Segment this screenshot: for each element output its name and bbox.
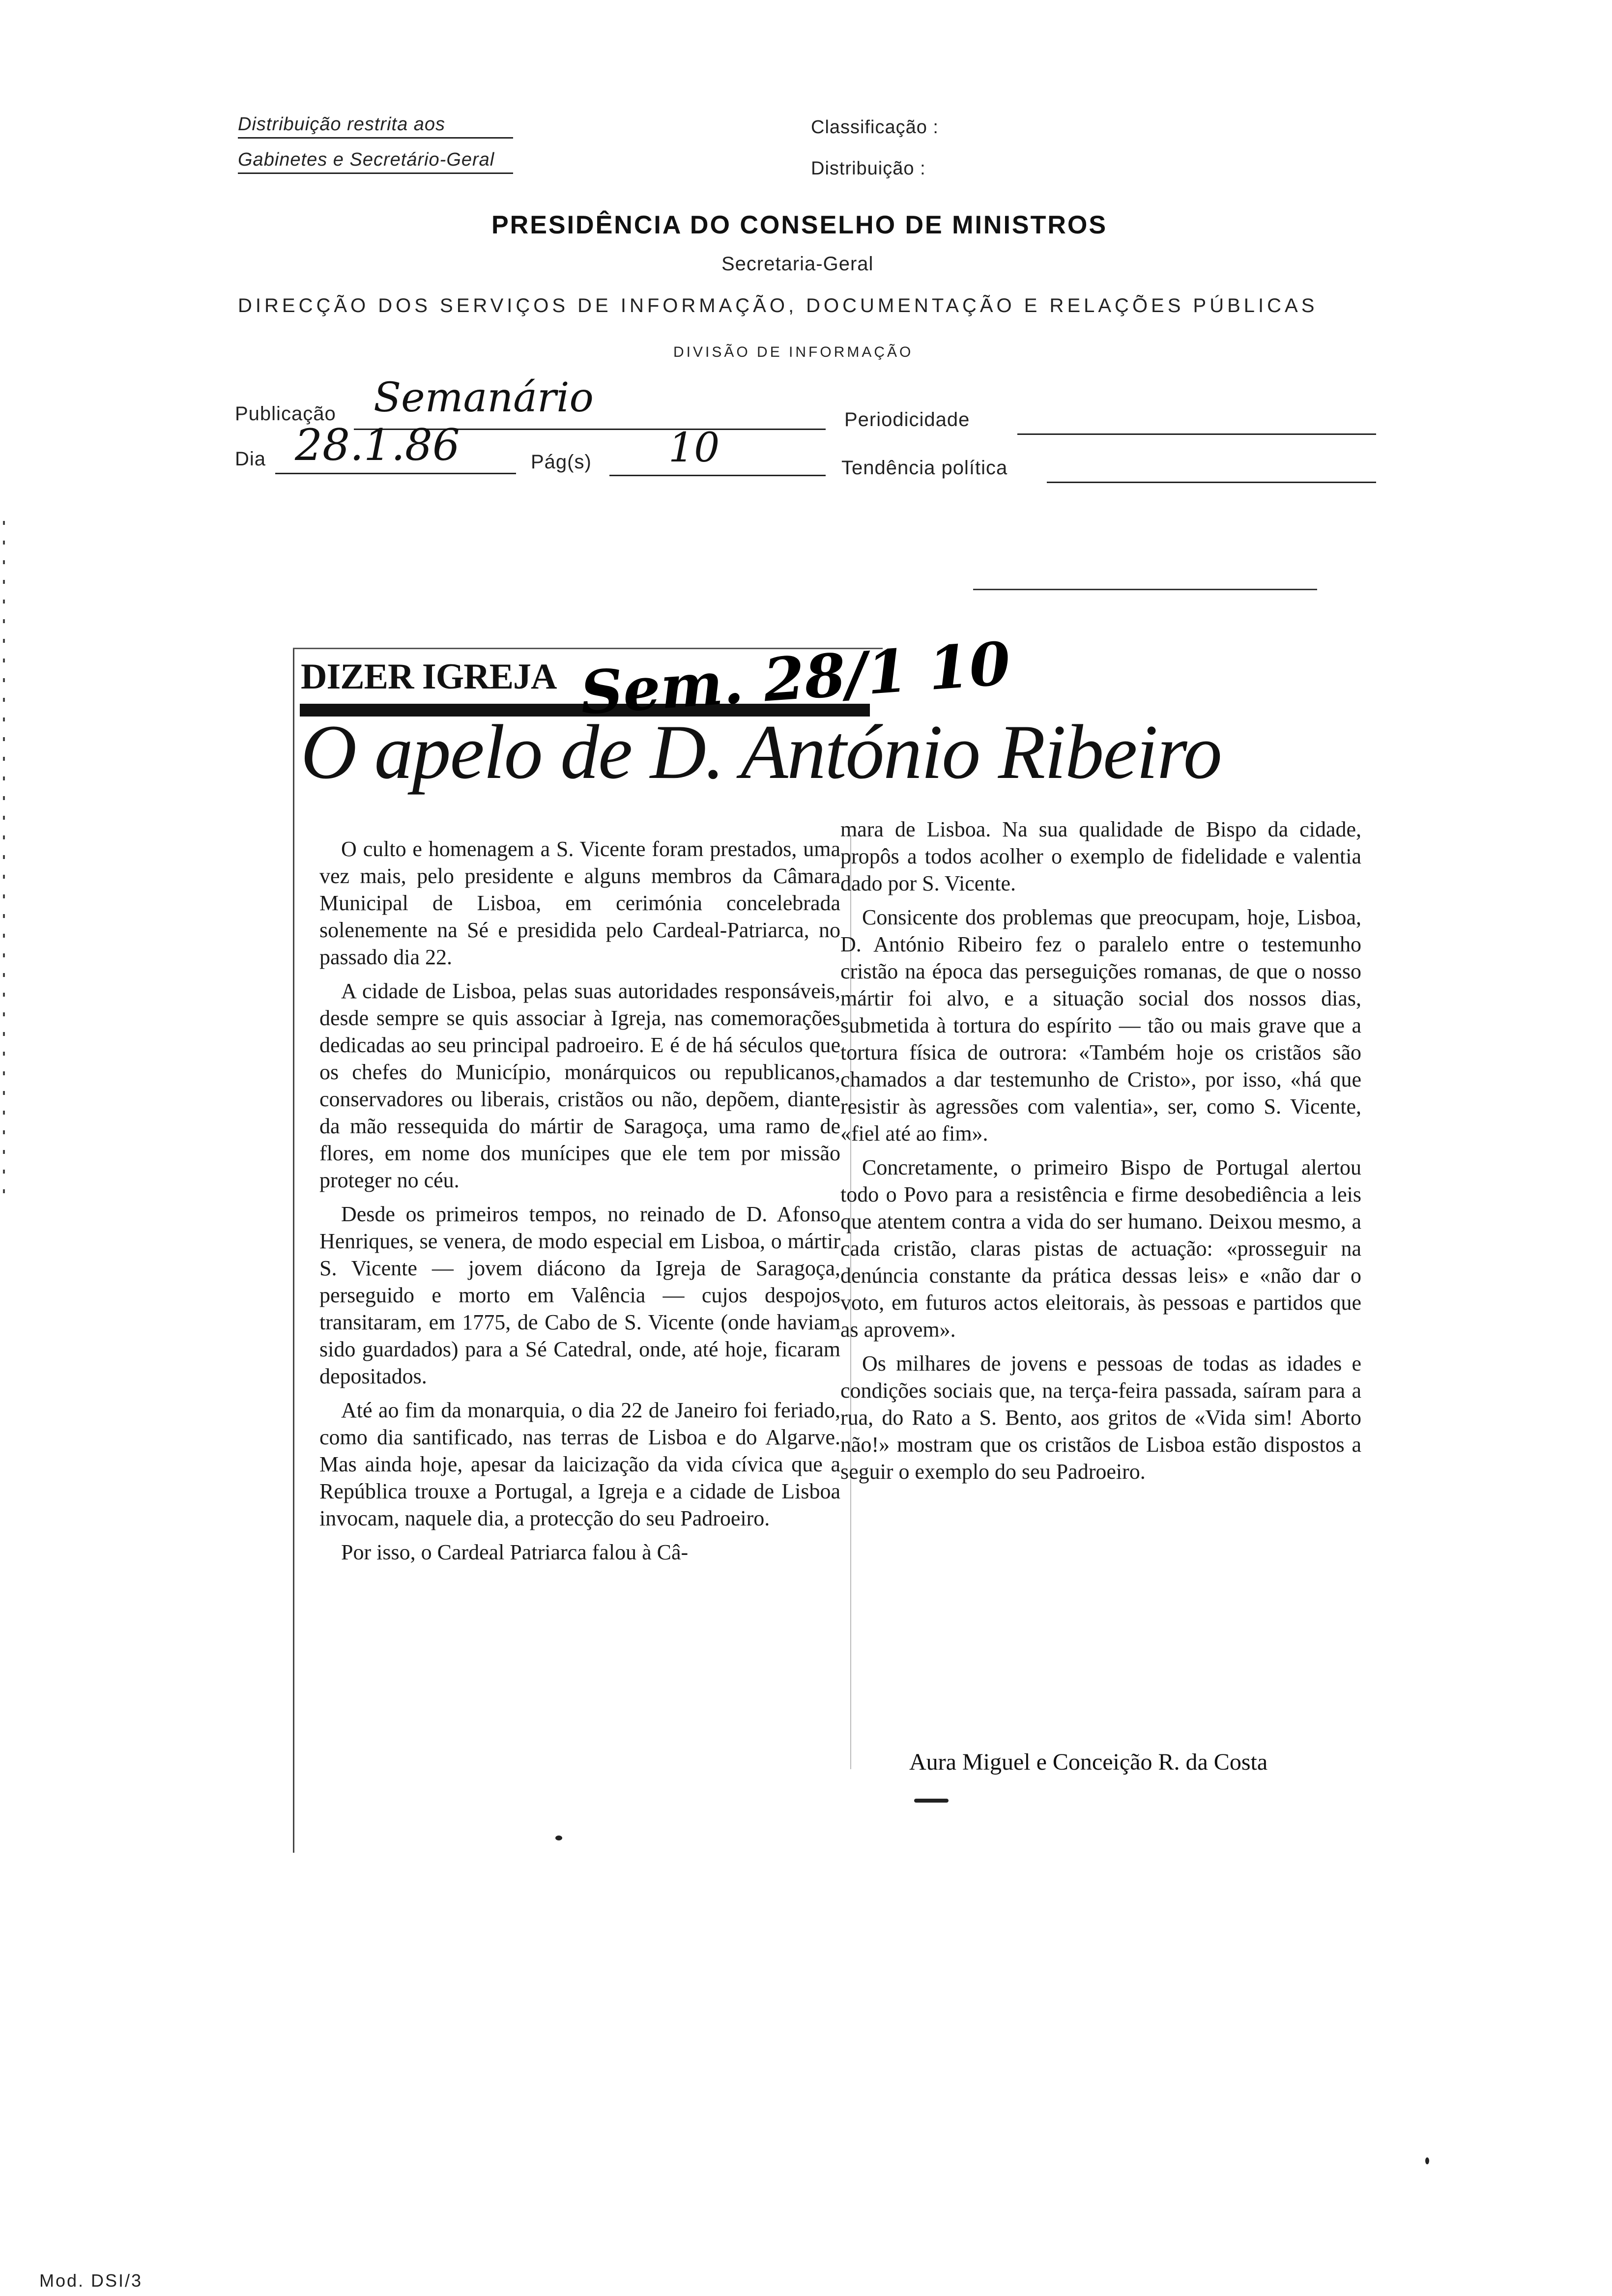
periodicity-label: Periodicidade	[844, 409, 970, 430]
article-column-1	[319, 835, 840, 1573]
clipping-left-edge	[293, 649, 294, 1853]
direction-line: DIRECÇÃO DOS SERVIÇOS DE INFORMAÇÃO, DOCUMENTAÇÃO E RELAÇÕES PÚBLICAS	[238, 295, 1318, 316]
paragraph: Desde os primeiros tempos, no reinado de D. Afonso Henriques, se venera, de modo especial em Lisboa, o mártir S. Vicente — jovem diácono da Igreja de Saragoça, perseguido e morto em Valência — cujos despojos transitaram, em 1775, de Cabo de S. Vicente (onde haviam sido guardados) para a Sé Catedral, onde, até hoje, ficaram depositados.	[319, 1202, 840, 1388]
distribution-line-2: Gabinetes e Secretário-Geral	[238, 149, 513, 174]
left-margin-mark	[3, 521, 5, 1209]
day-field	[275, 420, 516, 474]
form-code: Mod. DSI/3	[39, 2270, 143, 2291]
distribution-label: Distribuição :	[811, 158, 926, 179]
scan-speck	[555, 1836, 562, 1840]
handwritten-reference: Sem. 28/1 10	[578, 629, 1013, 728]
paragraph: Concretamente, o primeiro Bispo de Portugal alertou todo o Povo para a resistência e firme desobediência a leis que atentem contra a vida do ser humano. Deixou mesmo, a cada cristão, claras pistas de actuação: «prosseguir na denúncia constante da prática dessas leis» e «não dar o voto, em futuros actos eleitorais, às pessoas e partidos que as aprovem».	[840, 1155, 1361, 1342]
political-tendency-label: Tendência política	[841, 457, 1008, 479]
article-byline: Aura Miguel e Conceição R. da Costa	[909, 1749, 1268, 1775]
scan-speck	[1425, 2157, 1429, 2164]
publication-handwritten-value: Semanário	[374, 374, 594, 421]
pages-label: Pág(s)	[531, 451, 592, 473]
clipping-top-edge	[973, 589, 1317, 590]
distribution-restriction	[238, 114, 513, 174]
political-tendency-field	[1047, 456, 1376, 483]
section-heading	[301, 656, 557, 698]
page-title: PRESIDÊNCIA DO CONSELHO DE MINISTROS	[491, 211, 1108, 239]
publication-label: Publicação	[235, 403, 336, 425]
periodicity-field	[1017, 408, 1376, 435]
day-handwritten-value: 28.1.86	[295, 420, 460, 470]
paragraph: A cidade de Lisboa, pelas suas autoridades responsáveis, desde sempre se quis associar à Igreja, nas comemorações dedicadas ao seu principal padroeiro. E é de há séculos que os chefes do Município, monárquicos ou republicanos, conservadores ou liberais, cristãos ou não, depõem, diante da mão ressequida do mártir de Saragoça, uma ramo de flores, em nome dos munícipes que ele tem por missão proteger no céu.	[319, 979, 840, 1192]
pages-handwritten-value: 10	[668, 425, 720, 471]
day-label: Dia	[235, 448, 266, 470]
article-headline: O apelo de D. António Ribeiro	[301, 709, 1221, 795]
paragraph: Por isso, o Cardeal Patriarca falou à Câ-	[341, 1540, 689, 1564]
article-column-2	[840, 816, 1361, 1492]
classification-label: Classificação :	[811, 117, 939, 138]
page-subtitle: Secretaria-Geral	[721, 253, 874, 275]
division-line: DIVISÃO DE INFORMAÇÃO	[673, 344, 914, 360]
paragraph: O culto e homenagem a S. Vicente foram prestados, uma vez mais, pelo presidente e alguns membros da Câmara Municipal de Lisboa, em cerimónia concelebrada solenemente na Sé e presidida pelo Cardeal-Patriarca, no passado dia 22.	[319, 837, 840, 969]
paragraph: Os milhares de jovens e pessoas de todas as idades e condições sociais que, na terça-feira passada, saíram para a rua, do Rato a S. Bento, aos gritos de «Vida sim! Aborto não!» mostram que os cristãos de Lisboa estão dispostos a seguir o exemplo do seu Padroeiro.	[840, 1351, 1361, 1484]
paragraph: Consicente dos problemas que preocupam, hoje, Lisboa, D. António Ribeiro fez o paralelo entre o testemunho cristão na época das perseguições romanas, de que o nosso mártir foi alvo, e a situação social dos nossos dias, submetida à tortura do espírito — tão ou mais grave que a tortura física de outrora: «Também hoje os cristãos são chamados a dar testemunho de Cristo», por isso, «há que resistir às agressões com valentia», ser, como S. Vicente, «fiel até ao fim».	[840, 905, 1361, 1146]
scan-speck	[914, 1799, 949, 1803]
section-label: DIZER IGREJA	[301, 657, 557, 697]
paragraph: mara de Lisboa. Na sua qualidade de Bispo da cidade, propôs a todos acolher o exemplo de fidelidade e valentia dado por S. Vicente.	[840, 817, 1361, 895]
paragraph: Até ao fim da monarquia, o dia 22 de Janeiro foi feriado, como dia santificado, nas terras de Lisboa e do Algarve. Mas ainda hoje, apesar da laicização da vida cívica que a República trouxe a Portugal, a Igreja e a cidade de Lisboa invocam, naquele dia, a protecção do seu Padroeiro.	[319, 1398, 840, 1530]
distribution-line-1: Distribuição restrita aos	[238, 114, 513, 139]
pages-field	[609, 425, 826, 476]
